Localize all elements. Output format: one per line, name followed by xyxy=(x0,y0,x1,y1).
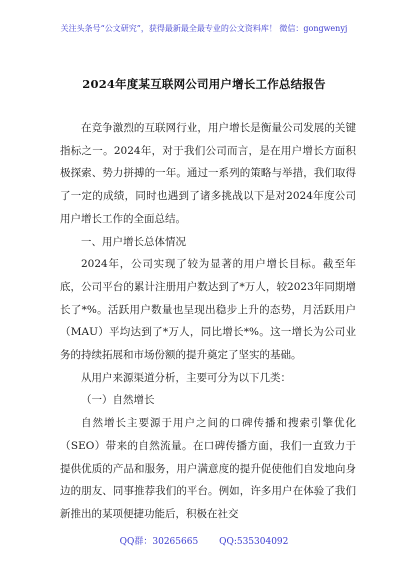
paragraph-natural-growth: 自然增长主要源于用户之间的口碑传播和搜索引擎优化（SEO）带来的自然流量。在口碑传播方面，我们一直致力于提供优质的产品和服务，用户满意度的提升促使他们自发地向身边的朋友、同事推荐我们的平台。例如，许多用户在体验了我们新推出的某项便捷功能后，积极在社交 xyxy=(60,417,356,520)
document-body xyxy=(60,117,356,526)
header-banner: 关注头条号“公文研究”，获得最新最全最专业的公文资料库！ 微信：gongwenyj xyxy=(60,24,348,33)
subheading-natural-growth: （一）自然增长 xyxy=(81,394,155,407)
footer-qq-number: QQ:535304092 xyxy=(219,537,289,547)
paragraph-sources: 从用户来源渠道分析，主要可分为以下几类： xyxy=(81,371,291,384)
section-heading-overview: 一、用户增长总体情况 xyxy=(81,235,186,248)
footer-qq-group: QQ群：30265665 xyxy=(119,537,199,547)
paragraph-overview: 2024年，公司实现了较为显著的用户增长目标。截至年底，公司平台的累计注册用户数达到了*万人，较2023年同期增长了*%。活跃用户数量也呈现出稳步上升的态势，月活跃用户（MAU）平均达到了*万人，同比增长*%。这一增长为公司业务的持续拓展和市场份额的提升奠定了坚实的基础。 xyxy=(60,258,356,362)
paragraph-intro: 在竞争激烈的互联网行业，用户增长是衡量公司发展的关键指标之一。2024年，对于我们公司而言，是在用户增长方面积极探索、势力拼搏的一年。通过一系列的策略与举措，我们取得了一定的成绩，同时也遇到了诸多挑战以下是对2024年度公司用户增长工作的全面总结。 xyxy=(60,122,356,225)
document-title: 2024年度某互联网公司用户增长工作总结报告 xyxy=(82,77,326,91)
footer-contacts xyxy=(0,534,408,547)
